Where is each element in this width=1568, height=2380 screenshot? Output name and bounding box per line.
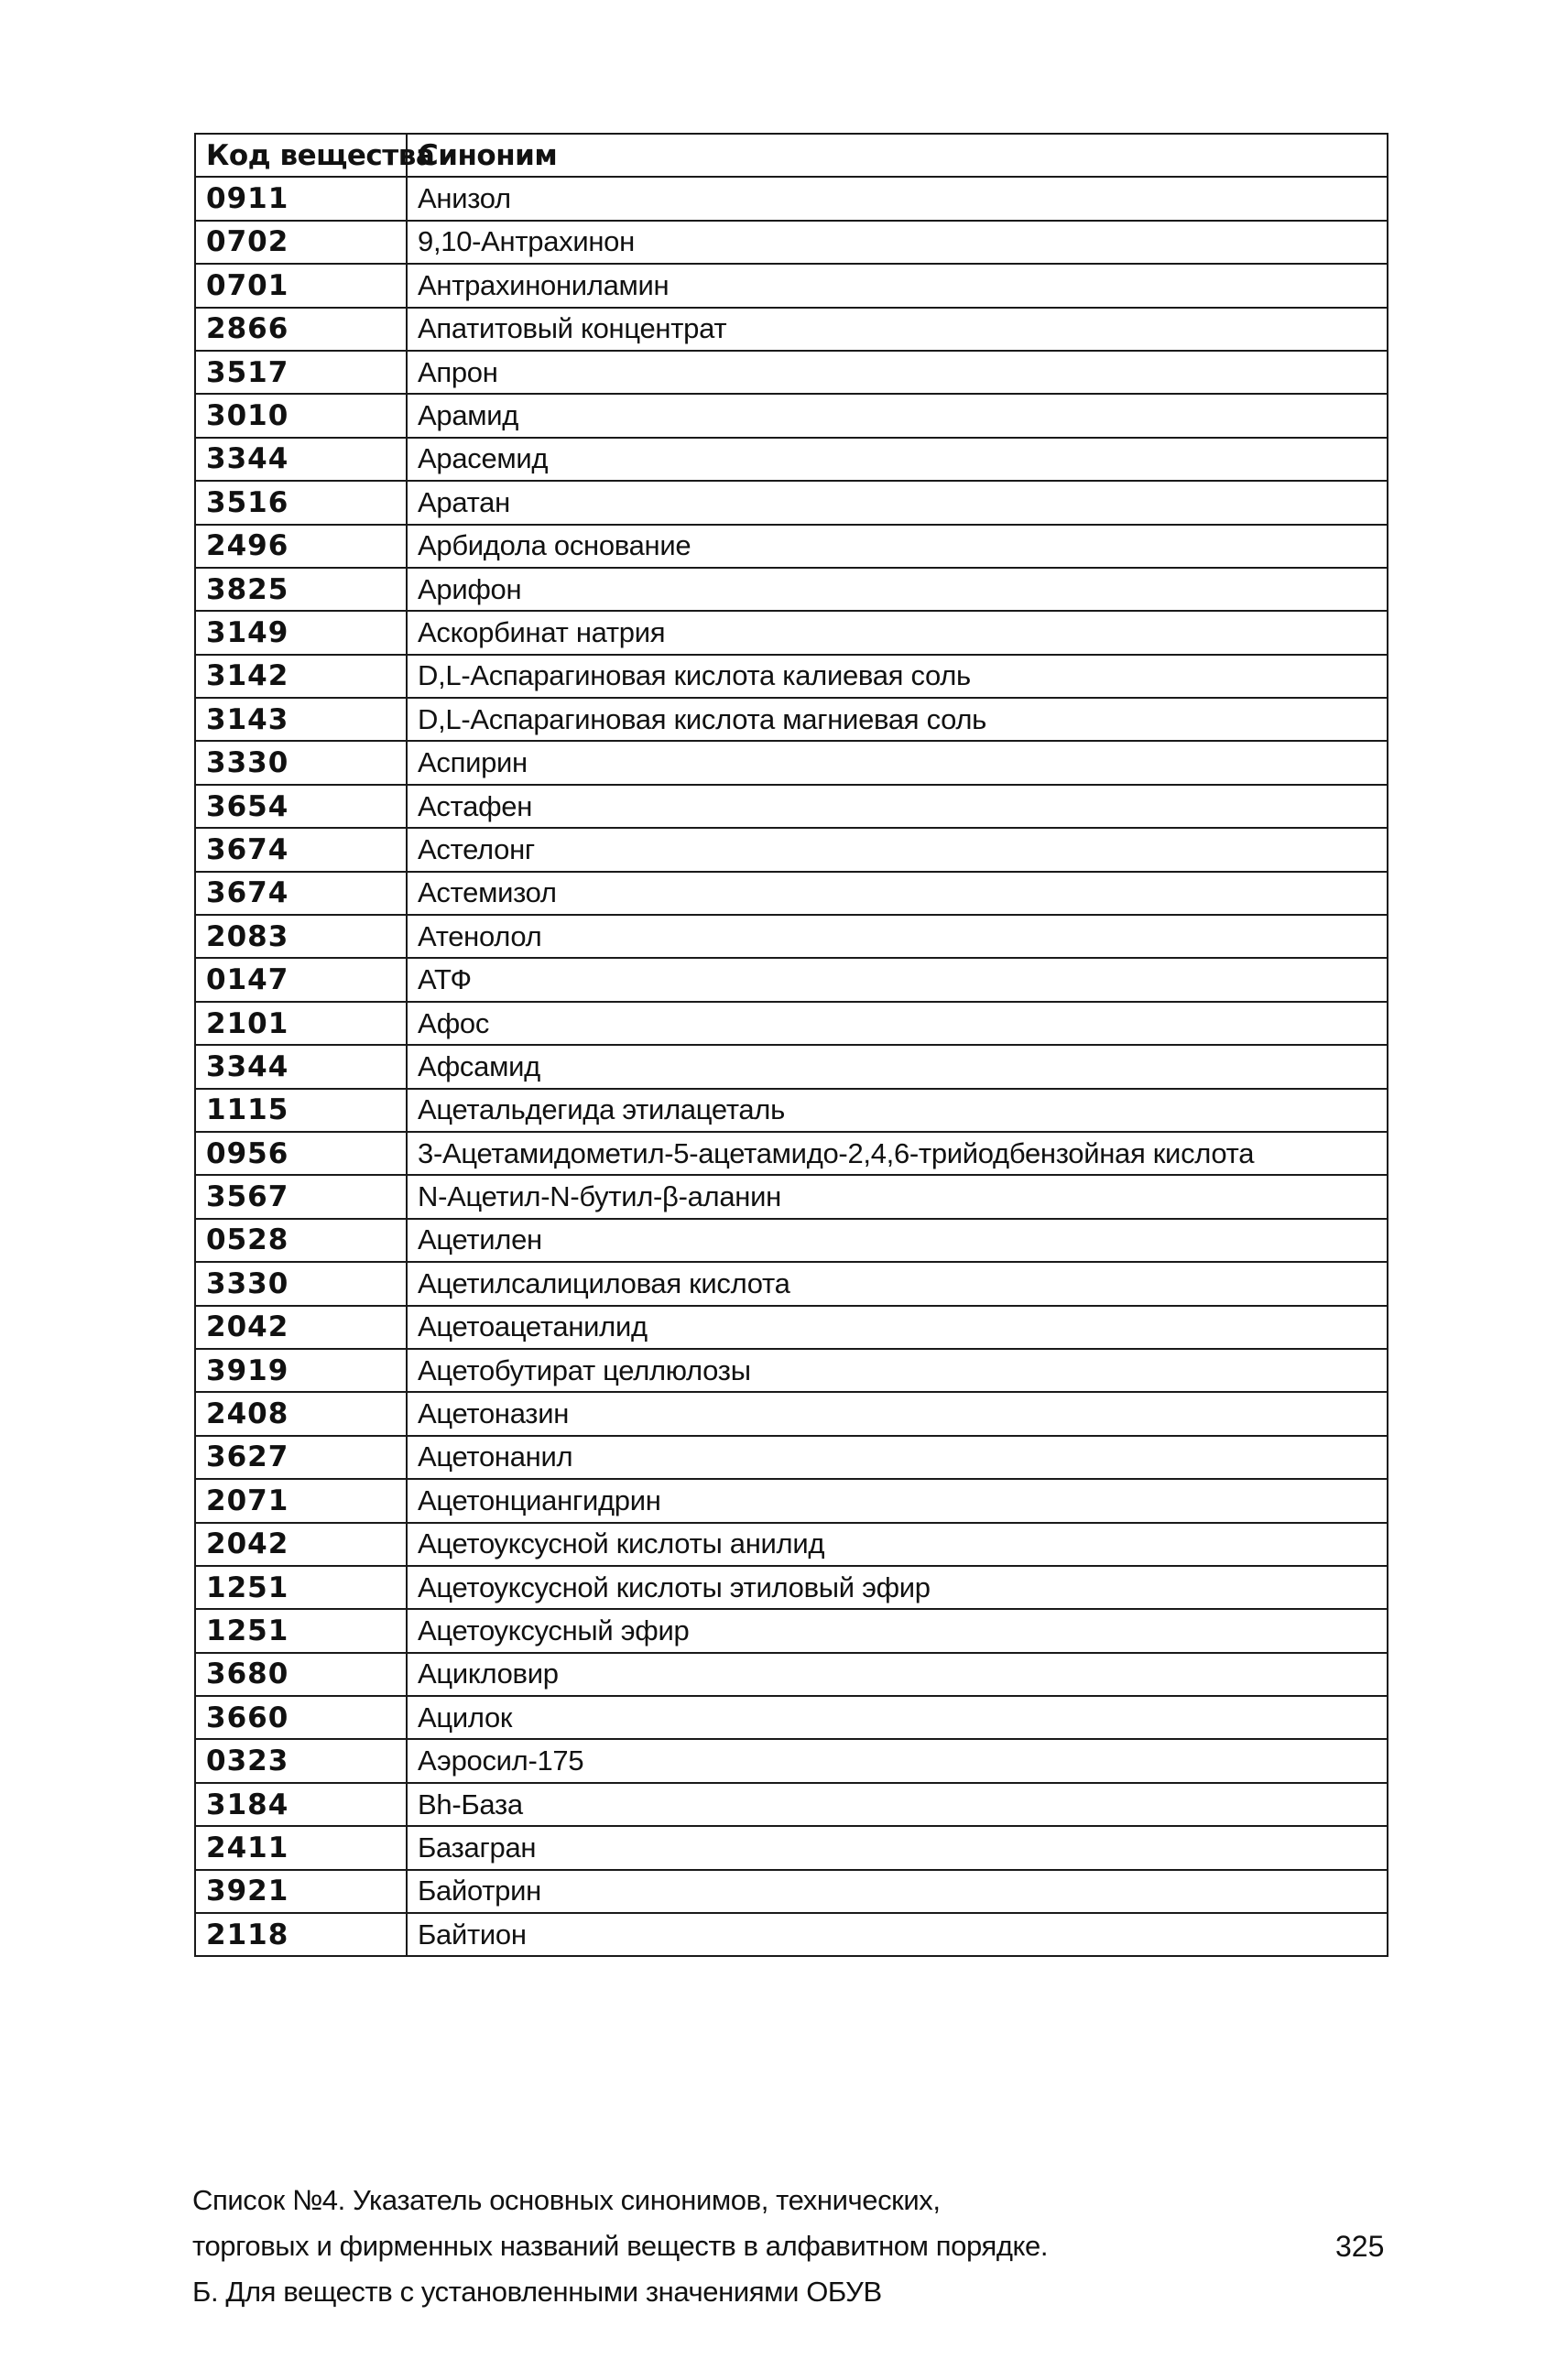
substance-code: 0323 <box>195 1739 407 1782</box>
substance-code: 3184 <box>195 1783 407 1826</box>
table-row <box>195 1132 1388 1175</box>
synonym-name: Арбидола основание <box>407 525 1388 568</box>
synonym-name: Антрахинониламин <box>407 264 1388 307</box>
table-row <box>195 351 1388 394</box>
table-row <box>195 698 1388 741</box>
substance-code: 1251 <box>195 1609 407 1652</box>
table-row <box>195 1089 1388 1132</box>
table-row <box>195 785 1388 828</box>
substance-code: 3516 <box>195 481 407 524</box>
synonym-name: Bh-База <box>407 1783 1388 1826</box>
table-row <box>195 264 1388 307</box>
table-row <box>195 1783 1388 1826</box>
table-row <box>195 394 1388 437</box>
table-row <box>195 1045 1388 1088</box>
substance-code: 3919 <box>195 1349 407 1392</box>
substance-code: 0147 <box>195 958 407 1001</box>
table-row <box>195 1436 1388 1479</box>
table-row <box>195 568 1388 611</box>
header-row <box>195 134 1388 177</box>
table-row <box>195 872 1388 915</box>
substance-code: 3344 <box>195 438 407 481</box>
header-code: Код вещества <box>195 134 407 177</box>
table-row <box>195 1219 1388 1262</box>
table-row <box>195 1262 1388 1305</box>
substance-code: 2866 <box>195 308 407 351</box>
substance-code: 3344 <box>195 1045 407 1088</box>
footer-line-1: Список №4. Указатель основных синонимов, технических, <box>192 2184 941 2216</box>
synonyms-table <box>194 133 1388 1957</box>
synonym-name: Аэросил-175 <box>407 1739 1388 1782</box>
synonym-name: АТФ <box>407 958 1388 1001</box>
synonym-name: Арасемид <box>407 438 1388 481</box>
table-row <box>195 1913 1388 1956</box>
synonym-name: Аскорбинат натрия <box>407 611 1388 654</box>
substance-code: 3825 <box>195 568 407 611</box>
table-row <box>195 481 1388 524</box>
table-row <box>195 828 1388 871</box>
substance-code: 2411 <box>195 1826 407 1869</box>
substance-code: 3654 <box>195 785 407 828</box>
synonym-name: Ацетилен <box>407 1219 1388 1262</box>
synonym-name: Аратан <box>407 481 1388 524</box>
synonym-name: Байотрин <box>407 1870 1388 1913</box>
substance-code: 3149 <box>195 611 407 654</box>
substance-code: 3330 <box>195 741 407 784</box>
synonym-name: Апатитовый концентрат <box>407 308 1388 351</box>
substance-code: 3674 <box>195 828 407 871</box>
synonym-name: Ацетоуксусной кислоты анилид <box>407 1523 1388 1566</box>
table-row <box>195 1609 1388 1652</box>
substance-code: 0702 <box>195 221 407 264</box>
synonym-name: 3-Ацетамидометил-5-ацетамидо-2,4,6-трийодбензойная кислота <box>407 1132 1388 1175</box>
substance-code: 1115 <box>195 1089 407 1132</box>
table-row <box>195 221 1388 264</box>
substance-code: 2408 <box>195 1392 407 1435</box>
table-row <box>195 1349 1388 1392</box>
substance-code: 2101 <box>195 1002 407 1045</box>
footer-line-3: Б. Для веществ с установленными значениями ОБУВ <box>192 2276 882 2308</box>
table-row <box>195 915 1388 958</box>
synonym-name: Ацетонанил <box>407 1436 1388 1479</box>
footer-line-2: торговых и фирменных названий веществ в алфавитном порядке. <box>192 2230 1049 2262</box>
synonym-name: Байтион <box>407 1913 1388 1956</box>
synonym-name: Ацетоназин <box>407 1392 1388 1435</box>
substance-code: 2071 <box>195 1479 407 1522</box>
synonym-name: Ацетоуксусной кислоты этиловый эфир <box>407 1566 1388 1609</box>
synonym-name: Ацетальдегида этилацеталь <box>407 1089 1388 1132</box>
substance-code: 3660 <box>195 1696 407 1739</box>
table-row <box>195 308 1388 351</box>
synonym-name: D,L-Аспарагиновая кислота магниевая соль <box>407 698 1388 741</box>
table-row <box>195 1523 1388 1566</box>
table-row <box>195 655 1388 698</box>
page-number: 325 <box>1335 2230 1385 2263</box>
synonym-name: Астафен <box>407 785 1388 828</box>
substance-code: 3680 <box>195 1653 407 1696</box>
synonym-name: Ацетилсалициловая кислота <box>407 1262 1388 1305</box>
synonym-name: Апрон <box>407 351 1388 394</box>
table-row <box>195 958 1388 1001</box>
substance-code: 3517 <box>195 351 407 394</box>
synonym-name: Ацикловир <box>407 1653 1388 1696</box>
substance-code: 3674 <box>195 872 407 915</box>
table-row <box>195 1653 1388 1696</box>
table-row <box>195 438 1388 481</box>
substance-code: 3627 <box>195 1436 407 1479</box>
synonym-name: Астемизол <box>407 872 1388 915</box>
substance-code: 0911 <box>195 177 407 220</box>
table-row <box>195 1739 1388 1782</box>
table-row <box>195 177 1388 220</box>
synonym-name: Атенолол <box>407 915 1388 958</box>
synonym-name: Аспирин <box>407 741 1388 784</box>
header-synonym: Синоним <box>407 134 1388 177</box>
synonym-name: Афос <box>407 1002 1388 1045</box>
substance-code: 2083 <box>195 915 407 958</box>
synonym-name: N-Ацетил-N-бутил-β-аланин <box>407 1175 1388 1218</box>
substance-code: 2118 <box>195 1913 407 1956</box>
substance-code: 3010 <box>195 394 407 437</box>
substance-code: 2496 <box>195 525 407 568</box>
substance-code: 0701 <box>195 264 407 307</box>
substance-code: 3567 <box>195 1175 407 1218</box>
table-row <box>195 1175 1388 1218</box>
synonym-name: Арифон <box>407 568 1388 611</box>
substance-code: 3143 <box>195 698 407 741</box>
table-row <box>195 1306 1388 1349</box>
substance-code: 1251 <box>195 1566 407 1609</box>
table-row <box>195 1566 1388 1609</box>
substance-code: 2042 <box>195 1523 407 1566</box>
table-row <box>195 741 1388 784</box>
table-row <box>195 1826 1388 1869</box>
synonym-name: Анизол <box>407 177 1388 220</box>
table-body <box>195 177 1388 1956</box>
substance-code: 0528 <box>195 1219 407 1262</box>
table-header <box>195 134 1388 177</box>
table-row <box>195 1392 1388 1435</box>
footer-caption <box>192 2178 1108 2315</box>
synonym-name: Базагран <box>407 1826 1388 1869</box>
table-row <box>195 1479 1388 1522</box>
substance-code: 3142 <box>195 655 407 698</box>
synonym-name: Арамид <box>407 394 1388 437</box>
synonym-name: Ацетоуксусный эфир <box>407 1609 1388 1652</box>
table-row <box>195 1870 1388 1913</box>
table-row <box>195 525 1388 568</box>
synonym-name: 9,10-Антрахинон <box>407 221 1388 264</box>
synonym-name: Ацетоацетанилид <box>407 1306 1388 1349</box>
synonym-name: Ацетобутират целлюлозы <box>407 1349 1388 1392</box>
table-row <box>195 1002 1388 1045</box>
synonym-name: Ацилок <box>407 1696 1388 1739</box>
substance-code: 2042 <box>195 1306 407 1349</box>
substance-code: 3330 <box>195 1262 407 1305</box>
synonym-name: Астелонг <box>407 828 1388 871</box>
table-row <box>195 1696 1388 1739</box>
synonym-name: Афсамид <box>407 1045 1388 1088</box>
substance-code: 3921 <box>195 1870 407 1913</box>
substance-code: 0956 <box>195 1132 407 1175</box>
synonym-name: D,L-Аспарагиновая кислота калиевая соль <box>407 655 1388 698</box>
table-row <box>195 611 1388 654</box>
synonym-name: Ацетонциангидрин <box>407 1479 1388 1522</box>
